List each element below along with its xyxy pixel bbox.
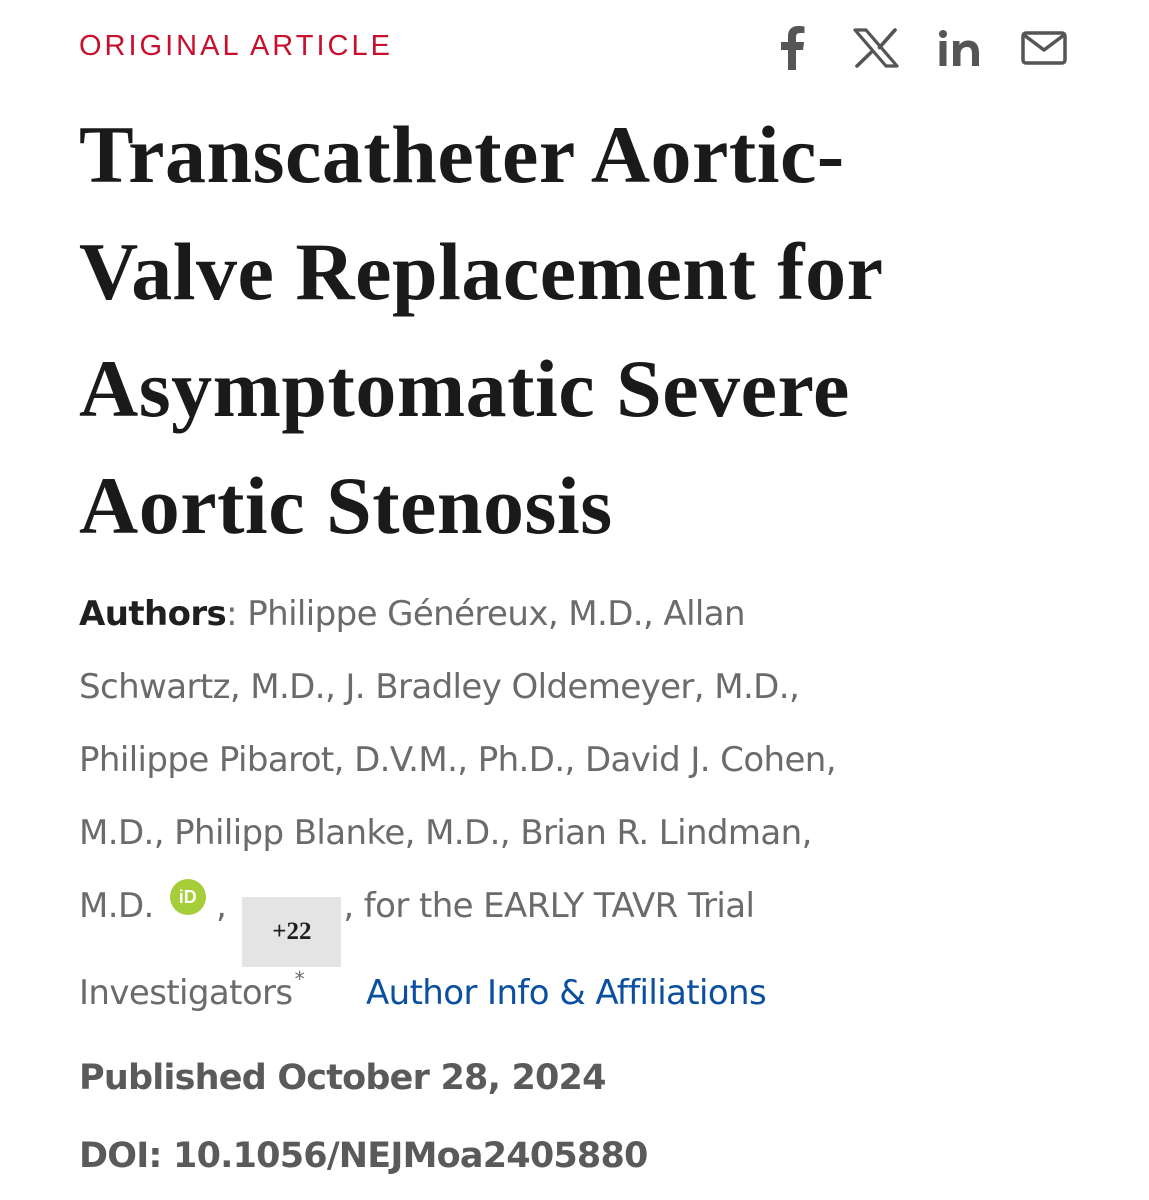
orcid-icon[interactable]: iD: [170, 879, 206, 915]
publication-date: Published October 28, 2024: [79, 1058, 606, 1098]
author-names: Philippe Généreux, M.D., Allan: [247, 594, 745, 634]
author-list: [79, 578, 1089, 1016]
footnote-asterisk: *: [294, 967, 304, 991]
authors-label: Authors: [79, 594, 227, 634]
title-line: Transcatheter Aortic-: [79, 109, 845, 200]
title-line: Asymptomatic Severe: [79, 343, 850, 434]
more-authors-button[interactable]: +22: [242, 897, 341, 967]
facebook-icon: [777, 26, 807, 70]
author-line: Schwartz, M.D., J. Bradley Oldemeyer, M.D.,: [79, 667, 800, 707]
author-line: Philippe Pibarot, D.V.M., Ph.D., David J. Cohen,: [79, 740, 836, 780]
section-label: ORIGINAL ARTICLE: [79, 30, 393, 62]
share-facebook-button[interactable]: [769, 22, 815, 74]
author-line: Authors: Philippe Généreux, M.D., Allan: [79, 594, 745, 634]
author-line: M.D., Philipp Blanke, M.D., Brian R. Lindman,: [79, 813, 812, 853]
x-icon: [853, 28, 899, 68]
author-line: [79, 943, 1089, 1016]
share-bar: [731, 22, 1067, 74]
author-group-text: , for the EARLY TAVR Trial: [343, 886, 755, 926]
article-title: [79, 96, 1079, 564]
author-separator: ,: [215, 886, 227, 926]
author-group-text-end: Investigators: [79, 973, 293, 1013]
share-x-button[interactable]: [853, 22, 899, 74]
linkedin-icon: [938, 26, 982, 70]
doi: DOI: 10.1056/NEJMoa2405880: [79, 1136, 648, 1176]
last-author-suffix: M.D.: [79, 886, 154, 926]
title-line: Aortic Stenosis: [79, 460, 613, 551]
author-affiliations-link[interactable]: Author Info & Affiliations: [365, 973, 767, 1013]
share-email-button[interactable]: [1021, 22, 1067, 74]
email-icon: [1021, 31, 1067, 65]
author-line: [79, 870, 1089, 943]
title-line: Valve Replacement for: [79, 226, 884, 317]
share-linkedin-button[interactable]: [937, 22, 983, 74]
